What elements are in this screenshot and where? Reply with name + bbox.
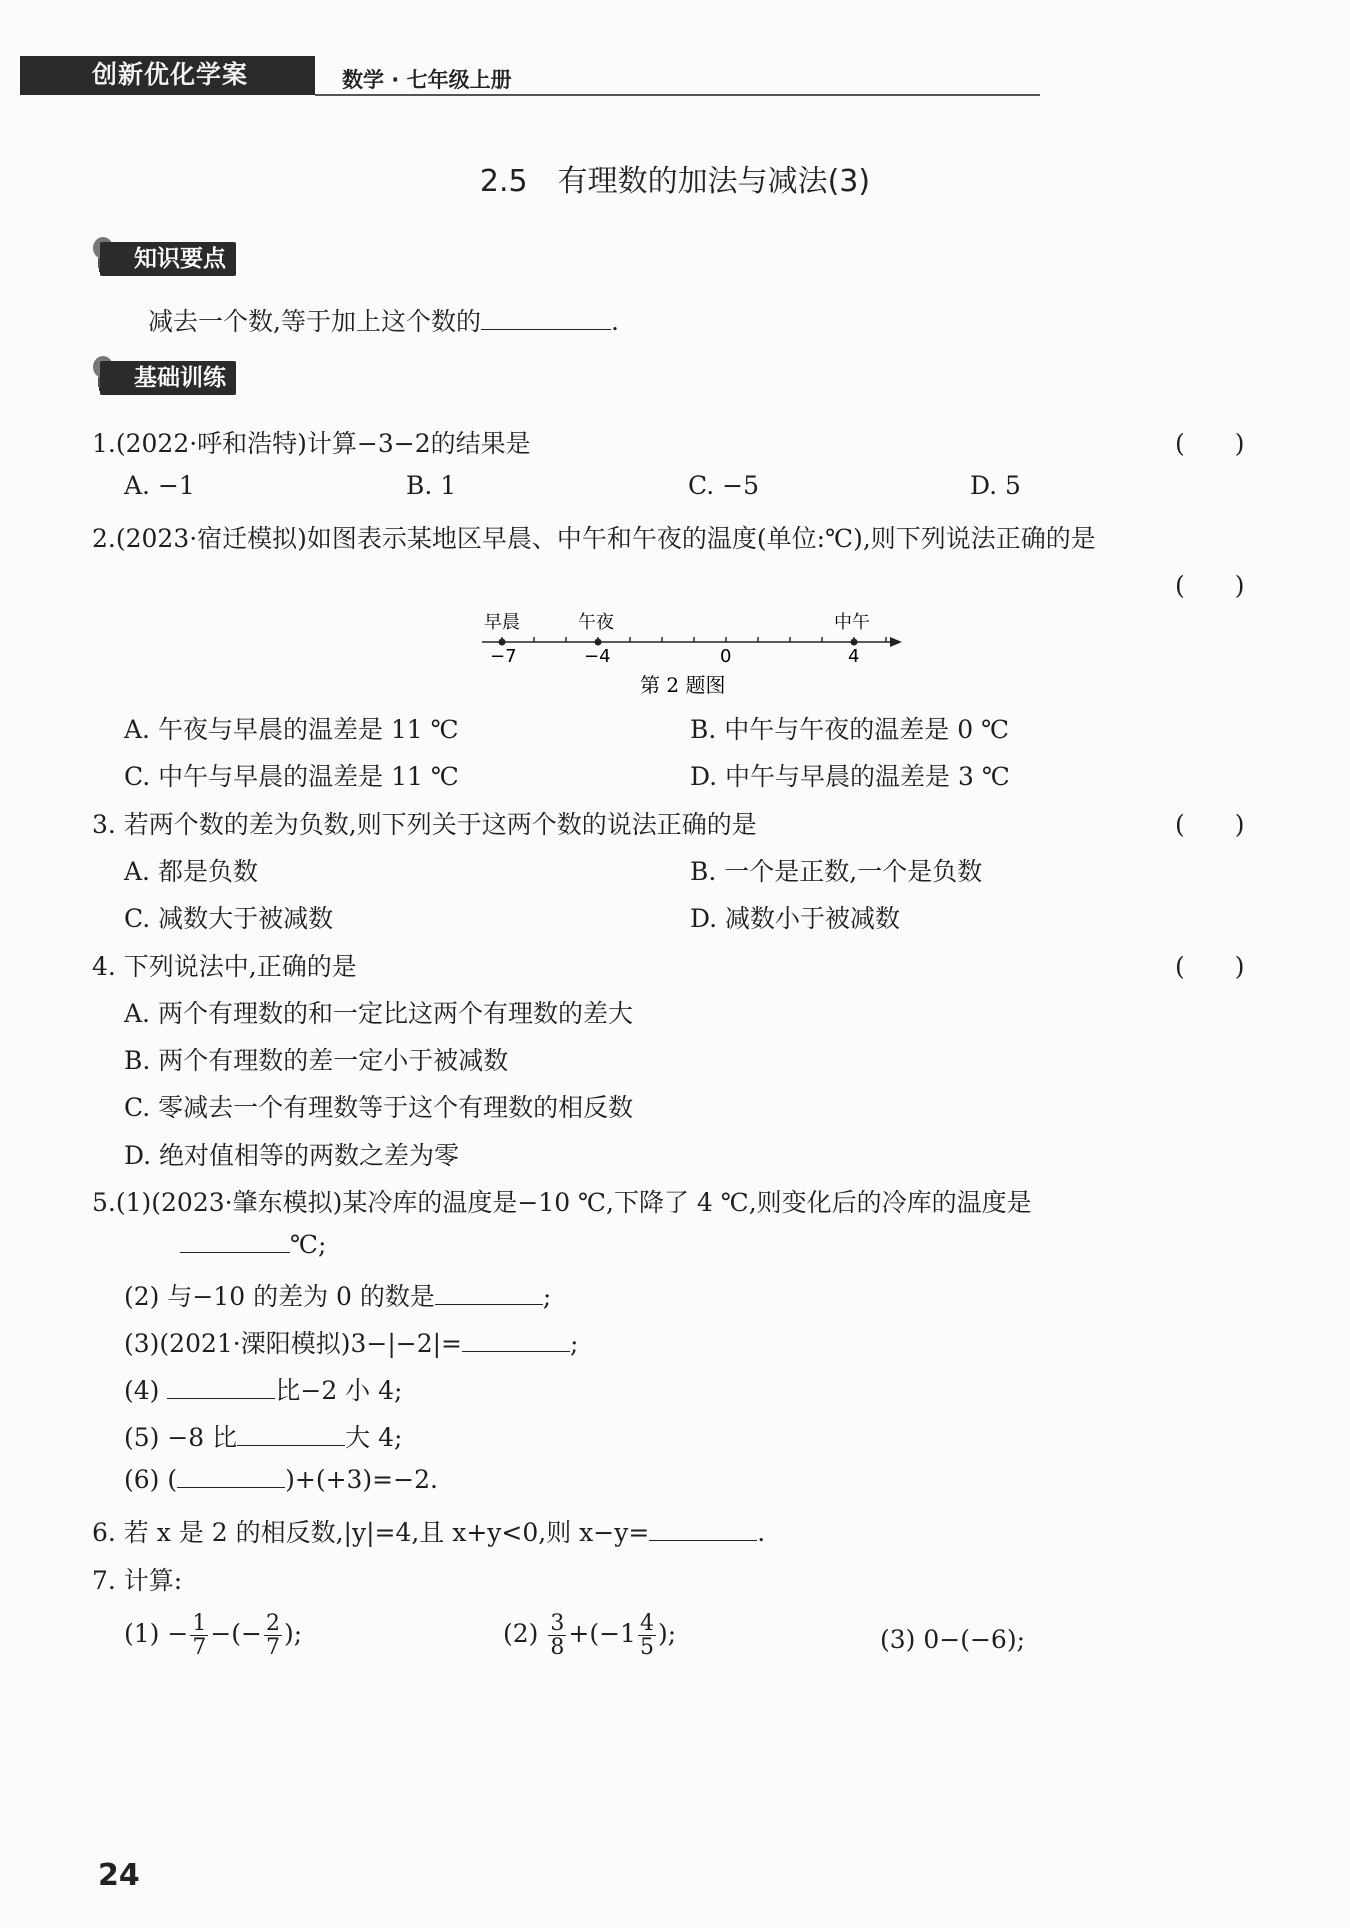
q7-part2 [503, 1612, 676, 1659]
point-midnight [595, 639, 602, 646]
q5-part4-end: 比−2 小 4; [275, 1376, 403, 1405]
q5-part6-pre: (6) ( [124, 1465, 178, 1494]
q5-part3-blank[interactable] [462, 1329, 570, 1352]
q7-part2-frac1 [548, 1612, 566, 1659]
brand-banner [20, 56, 315, 94]
header-rule-thick [20, 90, 315, 95]
q3-stem: 3. 若两个数的差为负数,则下列关于这两个数的说法正确的是 [92, 810, 757, 839]
q7-part2-frac2 [638, 1612, 656, 1659]
figure-caption: 第 2 题图 [640, 673, 726, 697]
frac-numerator: 3 [550, 1611, 565, 1636]
q1-stem: 1.(2022·呼和浩特)计算−3−2的结果是 [92, 429, 531, 458]
q3-option-c[interactable]: C. 减数大于被减数 [124, 904, 334, 933]
q5-part4-blank[interactable] [167, 1376, 275, 1399]
q1-option-c[interactable]: C. −5 [688, 471, 759, 500]
q5-stem: 5.(1)(2023·肇东模拟)某冷库的温度是−10 ℃,下降了 4 ℃,则变化后的冷库的温度是 [92, 1188, 1032, 1217]
q2-answer-paren[interactable]: ( ) [1175, 571, 1245, 600]
q5-part5-blank[interactable] [237, 1423, 345, 1446]
q4-option-b[interactable]: B. 两个有理数的差一定小于被减数 [124, 1046, 509, 1075]
q7-part1-end: ); [283, 1619, 303, 1649]
tick-label-zero: 0 [720, 646, 732, 667]
q4-answer-paren[interactable]: ( ) [1175, 952, 1245, 981]
q5-part2-end: ; [542, 1282, 552, 1311]
frac-numerator: 1 [192, 1611, 207, 1636]
q5-part4-pre: (4) [124, 1376, 160, 1405]
q6-blank[interactable] [649, 1518, 757, 1541]
knowledge-end: . [610, 307, 619, 336]
brand-text: 创新优化学案 [92, 60, 249, 89]
q5-part5-end: 大 4; [345, 1423, 403, 1452]
label-noon: 中午 [834, 612, 870, 633]
q7-part2-mid: +(−1 [568, 1619, 636, 1649]
q4-stem: 4. 下列说法中,正确的是 [92, 952, 357, 981]
q5-part2-blank[interactable] [435, 1282, 543, 1305]
section-knowledge: 知识要点 [100, 242, 236, 276]
q7-part2-end: ); [657, 1619, 677, 1649]
q7-stem: 7. 计算: [92, 1566, 183, 1595]
tick-label-midnight: −4 [584, 646, 611, 667]
q4-option-d[interactable]: D. 绝对值相等的两数之差为零 [124, 1141, 460, 1170]
q5-part6-end: )+(+3)=−2. [285, 1465, 438, 1494]
q7-part2-label: (2) [503, 1619, 539, 1649]
q5-part5-pre: (5) −8 比 [124, 1423, 238, 1452]
q3-option-b[interactable]: B. 一个是正数,一个是负数 [690, 857, 983, 886]
frac-numerator: 4 [639, 1611, 654, 1636]
point-noon [851, 639, 858, 646]
page-number: 24 [98, 1858, 140, 1893]
q5-part2-line [124, 1277, 551, 1313]
q4-option-a[interactable]: A. 两个有理数的和一定比这两个有理数的差大 [124, 999, 633, 1028]
q4-option-c[interactable]: C. 零减去一个有理数等于这个有理数的相反数 [124, 1093, 634, 1122]
frac-numerator: 2 [265, 1611, 280, 1636]
q1-option-b[interactable]: B. 1 [406, 471, 457, 500]
q2-option-c[interactable]: C. 中午与早晨的温差是 11 ℃ [124, 762, 459, 791]
q7-part1-frac1 [190, 1612, 208, 1659]
q5-part6-blank[interactable] [177, 1465, 285, 1488]
q5-part2-text: (2) 与−10 的差为 0 的数是 [124, 1282, 435, 1311]
label-midnight: 午夜 [578, 612, 614, 633]
q1-option-d[interactable]: D. 5 [970, 471, 1021, 500]
q5-part1-blank[interactable] [180, 1230, 290, 1253]
number-line-figure [470, 604, 910, 704]
q1-answer-paren[interactable]: ( ) [1175, 429, 1245, 458]
q1-option-a[interactable]: A. −1 [124, 471, 195, 500]
q2-option-a[interactable]: A. 午夜与早晨的温差是 11 ℃ [124, 715, 459, 744]
q5-part3-end: ; [570, 1329, 579, 1358]
section-training: 基础训练 [100, 361, 236, 395]
q6-stem: 6. 若 x 是 2 的相反数,|y|=4,且 x+y<0,则 x−y= [92, 1518, 650, 1547]
q7-part1-frac2 [264, 1612, 282, 1659]
header-rule [315, 94, 1040, 96]
lesson-title: 2.5 有理数的加法与减法(3) [479, 164, 871, 199]
q5-part1-line [180, 1230, 326, 1259]
frac-denominator: 5 [639, 1635, 654, 1661]
number-line-arrow [890, 637, 902, 647]
q2-option-d[interactable]: D. 中午与早晨的温差是 3 ℃ [690, 762, 1010, 791]
q5-part6-line [124, 1465, 438, 1494]
q3-option-d[interactable]: D. 减数小于被减数 [690, 904, 901, 933]
q5-part3-text: (3)(2021·溧阳模拟)3−|−2|= [124, 1329, 462, 1358]
q5-part5-line [124, 1418, 402, 1454]
knowledge-text: 减去一个数,等于加上这个数的 [148, 307, 481, 336]
knowledge-blank[interactable] [481, 307, 611, 330]
q7-part1-mid: −(− [210, 1619, 262, 1649]
q5-part1-end: ℃; [290, 1230, 327, 1259]
knowledge-line [148, 302, 619, 338]
q3-option-a[interactable]: A. 都是负数 [124, 857, 258, 886]
point-morning [499, 639, 506, 646]
q5-part3-line [124, 1324, 578, 1360]
frac-denominator: 8 [550, 1635, 565, 1661]
frac-denominator: 7 [192, 1635, 207, 1661]
frac-denominator: 7 [265, 1635, 280, 1661]
q2-option-b[interactable]: B. 中午与午夜的温差是 0 ℃ [690, 715, 1010, 744]
q6-line [92, 1513, 765, 1549]
q5-part4-line [124, 1371, 402, 1407]
q7-part1 [124, 1612, 302, 1659]
label-morning: 早晨 [484, 612, 520, 633]
q2-stem: 2.(2023·宿迁模拟)如图表示某地区早晨、中午和午夜的温度(单位:℃),则下列说法正确的是 [92, 524, 1096, 553]
tick-label-noon: 4 [848, 646, 860, 667]
q7-part3: (3) 0−(−6); [880, 1625, 1025, 1654]
q6-end: . [757, 1518, 766, 1547]
q3-answer-paren[interactable]: ( ) [1175, 810, 1245, 839]
tick-label-morning: −7 [490, 646, 517, 667]
q7-part1-label: (1) − [124, 1619, 189, 1649]
book-title: 数学 · 七年级上册 [342, 68, 512, 92]
